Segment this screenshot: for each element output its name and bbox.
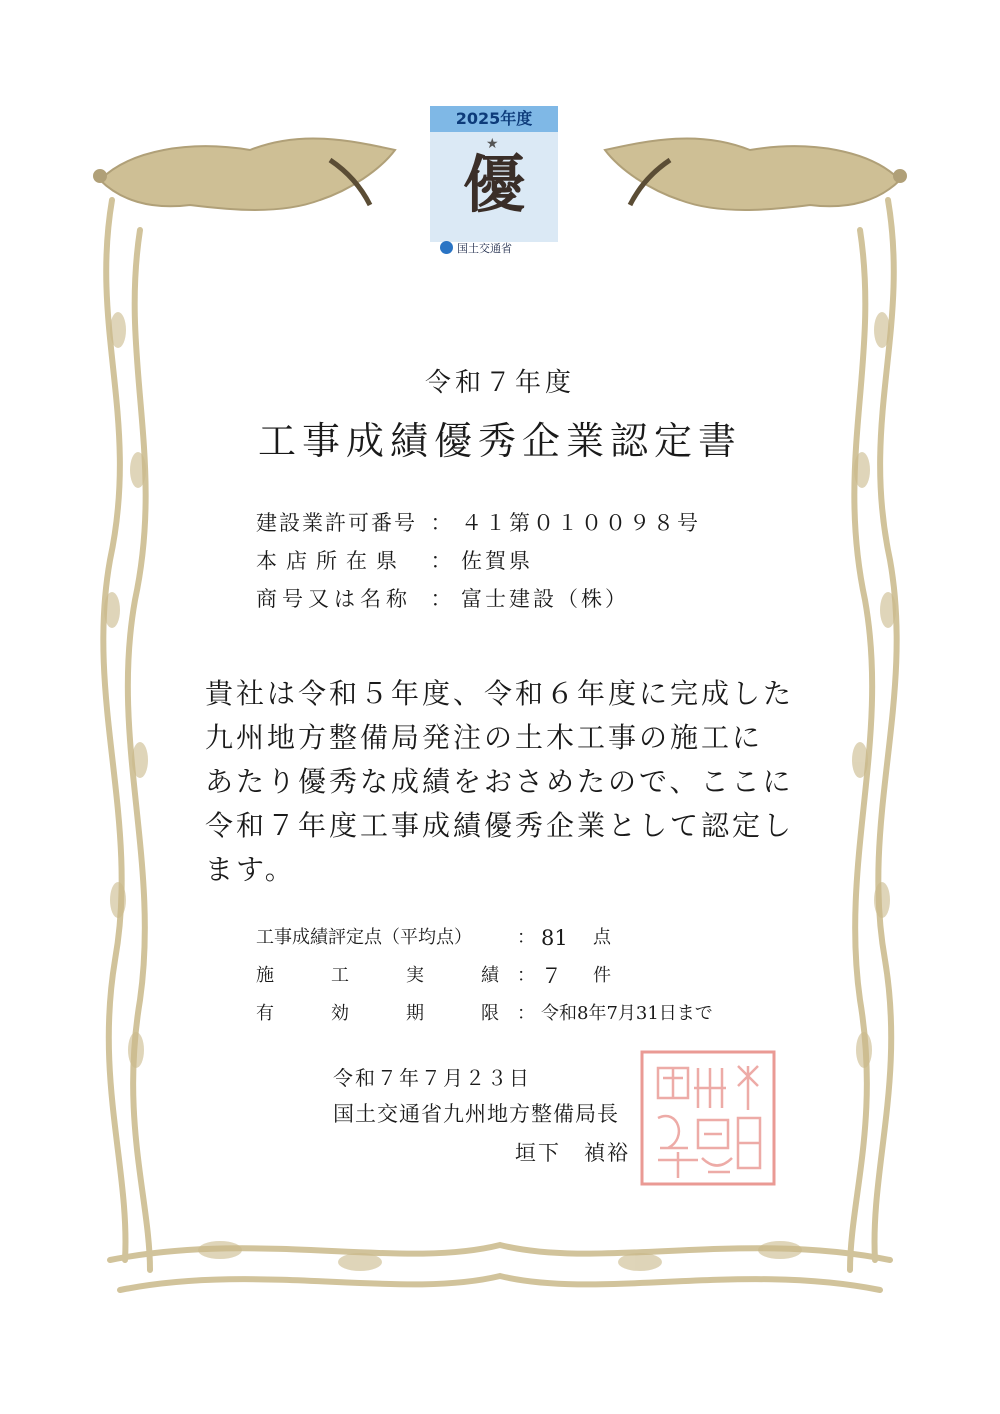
era-year: 令和７年度 <box>424 368 575 398</box>
stat-row-score <box>256 922 776 960</box>
performance-stats <box>256 922 776 1036</box>
info-row-license <box>256 508 776 546</box>
record-label-char: 施 <box>256 965 274 986</box>
ministry-logo-icon <box>440 241 453 254</box>
record-label-char: 工 <box>331 965 349 986</box>
info-row-prefecture <box>256 546 776 584</box>
record-unit: 件 <box>593 965 611 986</box>
registration-info <box>256 508 776 622</box>
statement-line: ます。 <box>205 853 296 886</box>
signer-name: 垣下 禎裕 <box>515 1141 630 1165</box>
statement-line: あたり優秀な成績をおさめたので、ここに <box>205 765 794 798</box>
statement-line: 九州地方整備局発注の土木工事の施工に <box>205 721 764 754</box>
score-value: 81 <box>541 926 568 950</box>
validity-label-char: 有 <box>256 1003 274 1024</box>
separator: ： <box>517 927 535 948</box>
record-label <box>256 960 511 998</box>
company-label: 商号又は名称 <box>256 587 412 611</box>
record-label-char: 績 <box>481 965 499 986</box>
certification-statement <box>205 672 805 892</box>
prefecture-value: 佐賀県 <box>461 549 533 573</box>
validity-label-char: 限 <box>481 1003 499 1024</box>
badge-kanji: 優 <box>462 148 525 221</box>
company-value: 富士建設（株） <box>461 587 629 611</box>
score-label: 工事成績評定点（平均点） <box>256 927 472 948</box>
license-label: 建設業許可番号 <box>256 511 417 535</box>
score-unit: 点 <box>593 927 611 948</box>
badge-year: 2025年度 <box>430 106 558 132</box>
separator: ： <box>517 965 535 986</box>
validity-label-char: 期 <box>406 1003 424 1024</box>
separator: ： <box>517 1003 535 1024</box>
validity-label <box>256 998 511 1036</box>
official-seal <box>638 1048 778 1188</box>
record-value: ７ <box>541 964 562 988</box>
statement-line: 令和７年度工事成績優秀企業として認定し <box>205 809 795 842</box>
prefecture-label: 本店所在県 <box>256 549 406 573</box>
excellence-badge <box>430 106 558 258</box>
record-label-char: 実 <box>406 965 424 986</box>
separator: ： <box>430 549 452 573</box>
info-row-company <box>256 584 776 622</box>
badge-ministry-name: 国土交通省 <box>457 242 512 255</box>
star-icon: ★ <box>486 136 499 152</box>
badge-ministry <box>440 240 558 258</box>
certificate-title: 工事成績優秀企業認定書 <box>257 419 742 463</box>
stat-row-record <box>256 960 776 998</box>
license-value: ４１第０１００９８号 <box>461 511 701 535</box>
separator: ： <box>430 587 452 611</box>
issuer-title: 国土交通省九州地方整備局長 <box>333 1102 619 1126</box>
validity-value: 令和8年7月31日まで <box>541 1003 713 1024</box>
issue-date: 令和７年７月２３日 <box>333 1066 531 1090</box>
stat-row-validity <box>256 998 776 1036</box>
statement-line: 貴社は令和５年度、令和６年度に完成した <box>205 677 795 710</box>
validity-label-char: 効 <box>331 1003 349 1024</box>
separator: ： <box>430 511 452 535</box>
